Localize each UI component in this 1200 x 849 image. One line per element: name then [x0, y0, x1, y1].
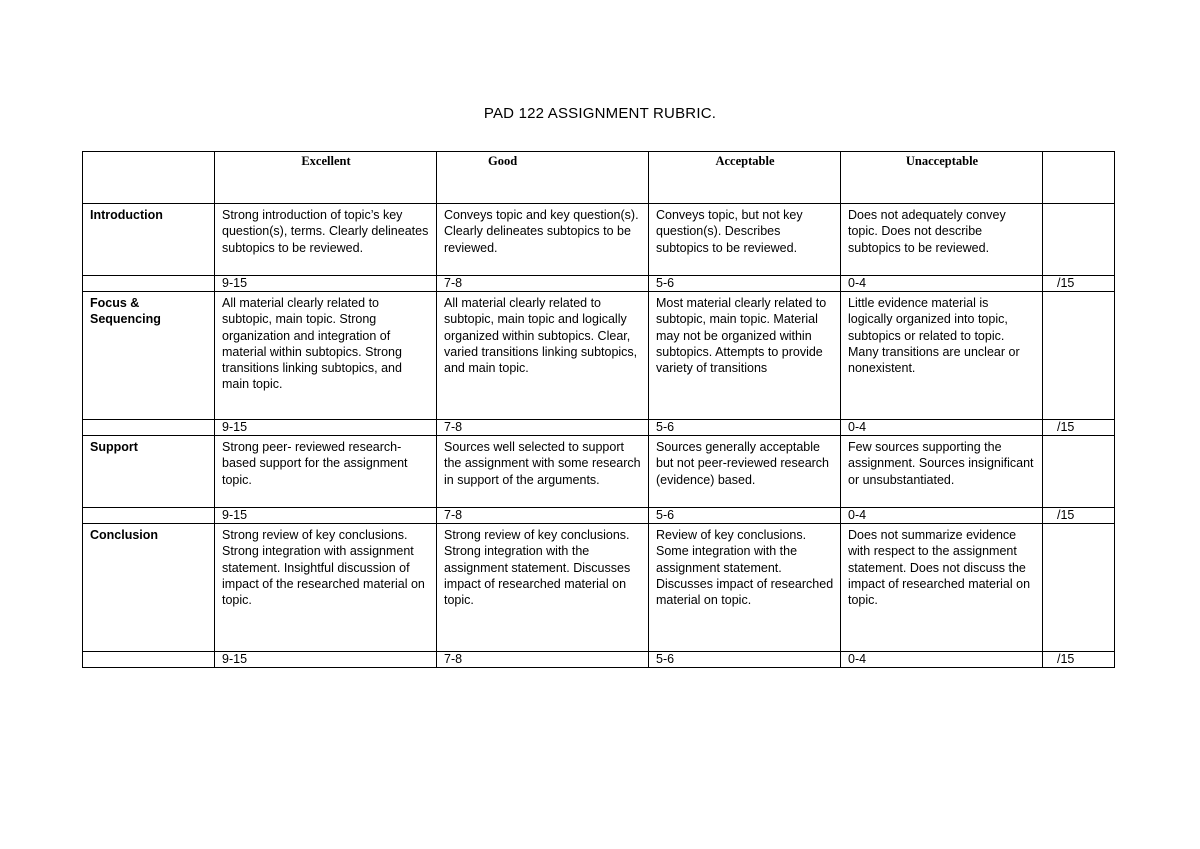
good-descriptor: All material clearly related to subtopic, main topic and logically organized within subtopics. Clear, varied transitions linking subtopics, and main topic. [437, 292, 649, 420]
header-acceptable [649, 152, 841, 204]
score-row [83, 508, 1115, 524]
acceptable-descriptor: Review of key conclusions. Some integration with the assignment statement. Discusses impact of researched material on topic. [649, 524, 841, 652]
excellent-descriptor: Strong review of key conclusions. Strong integration with assignment statement. Insightful discussion of impact of the researched material on topic. [215, 524, 437, 652]
total-cell [1043, 204, 1115, 276]
total-cell [1043, 436, 1115, 508]
good-descriptor: Sources well selected to support the assignment with some research in support of the arguments. [437, 436, 649, 508]
score-good: 7-8 [437, 276, 649, 292]
score-good: 7-8 [437, 420, 649, 436]
score-total: /15 [1043, 420, 1115, 436]
unacceptable-descriptor: Little evidence material is logically organized into topic, subtopics or related to topic. Many transitions are unclear or nonexistent. [841, 292, 1043, 420]
excellent-descriptor: Strong peer- reviewed research-based support for the assignment topic. [215, 436, 437, 508]
score-acceptable: 5-6 [649, 276, 841, 292]
score-good: 7-8 [437, 652, 649, 668]
score-total: /15 [1043, 508, 1115, 524]
header-row [83, 152, 1115, 204]
unacceptable-descriptor: Few sources supporting the assignment. Sources insignificant or unsubstantiated. [841, 436, 1043, 508]
acceptable-descriptor: Conveys topic, but not key question(s). Describes subtopics to be reviewed. [649, 204, 841, 276]
score-total: /15 [1043, 652, 1115, 668]
header-unacceptable [841, 152, 1043, 204]
header-acceptable-label: Acceptable [715, 154, 775, 168]
header-total-cell [1043, 152, 1115, 204]
score-unacceptable: 0-4 [841, 652, 1043, 668]
acceptable-descriptor: Sources generally acceptable but not peer-reviewed research (evidence) based. [649, 436, 841, 508]
table-row [83, 292, 1115, 420]
score-good: 7-8 [437, 508, 649, 524]
table-row [83, 524, 1115, 652]
score-blank-cell [83, 652, 215, 668]
criterion-label: Introduction [83, 204, 215, 276]
score-excellent: 9-15 [215, 420, 437, 436]
score-excellent: 9-15 [215, 508, 437, 524]
score-total: /15 [1043, 276, 1115, 292]
header-excellent-label: Excellent [301, 154, 351, 168]
total-cell [1043, 292, 1115, 420]
excellent-descriptor: Strong introduction of topic’s key question(s), terms. Clearly delineates subtopics to be reviewed. [215, 204, 437, 276]
header-good [437, 152, 649, 204]
header-unacceptable-label: Unacceptable [905, 154, 979, 168]
criterion-label: Conclusion [83, 524, 215, 652]
criterion-label: Support [83, 436, 215, 508]
header-excellent [215, 152, 437, 204]
unacceptable-descriptor: Does not adequately convey topic. Does not describe subtopics to be reviewed. [841, 204, 1043, 276]
page-title: PAD 122 ASSIGNMENT RUBRIC. [483, 105, 717, 122]
score-unacceptable: 0-4 [841, 508, 1043, 524]
criterion-label: Focus & Sequencing [83, 292, 215, 420]
table-row [83, 204, 1115, 276]
score-acceptable: 5-6 [649, 420, 841, 436]
good-descriptor: Conveys topic and key question(s). Clearly delineates subtopics to be reviewed. [437, 204, 649, 276]
header-criterion-cell [83, 152, 215, 204]
good-descriptor: Strong review of key conclusions. Strong integration with the assignment statement. Discusses impact of researched material on topic. [437, 524, 649, 652]
score-excellent: 9-15 [215, 652, 437, 668]
score-row [83, 420, 1115, 436]
score-unacceptable: 0-4 [841, 276, 1043, 292]
score-row [83, 652, 1115, 668]
unacceptable-descriptor: Does not summarize evidence with respect to the assignment statement. Does not discuss the impact of researched material on topic. [841, 524, 1043, 652]
total-cell [1043, 524, 1115, 652]
rubric-table [82, 151, 1115, 668]
score-unacceptable: 0-4 [841, 420, 1043, 436]
score-blank-cell [83, 276, 215, 292]
acceptable-descriptor: Most material clearly related to subtopic, main topic. Material may not be organized within subtopics. Attempts to provide variety of transitions [649, 292, 841, 420]
table-row [83, 436, 1115, 508]
score-acceptable: 5-6 [649, 652, 841, 668]
score-row [83, 276, 1115, 292]
score-acceptable: 5-6 [649, 508, 841, 524]
excellent-descriptor: All material clearly related to subtopic, main topic. Strong organization and integration of material within subtopics. Strong transitions linking subtopics, and main topic. [215, 292, 437, 420]
header-good-label: Good [488, 154, 518, 168]
score-excellent: 9-15 [215, 276, 437, 292]
score-blank-cell [83, 420, 215, 436]
score-blank-cell [83, 508, 215, 524]
